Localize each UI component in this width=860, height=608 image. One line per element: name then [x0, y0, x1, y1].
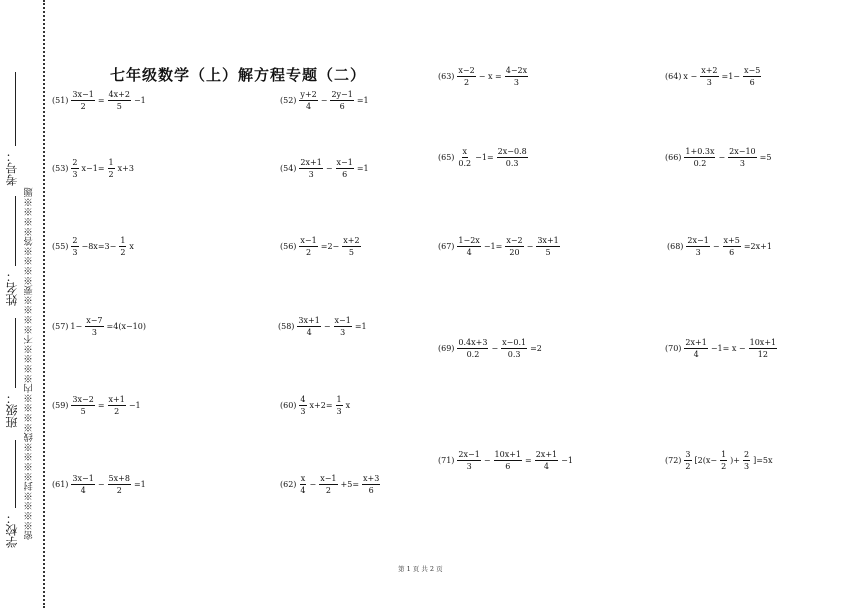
numerator: 3x−1 — [72, 90, 94, 99]
numerator: 10x+1 — [749, 338, 777, 347]
equation-term: −1 — [133, 96, 146, 105]
numerator: x+5 — [723, 236, 740, 245]
fraction — [71, 473, 94, 496]
name-blank — [15, 196, 16, 266]
equation-term: ]=5x — [753, 456, 773, 465]
denominator: 2 — [120, 248, 126, 257]
equation-term: −1 — [128, 401, 141, 410]
denominator: 3 — [743, 462, 750, 471]
problem-55 — [52, 235, 135, 258]
fraction — [457, 65, 475, 88]
problem-65 — [438, 146, 530, 169]
denominator: 5 — [545, 248, 551, 257]
denominator: 20 — [509, 248, 520, 257]
fraction — [743, 449, 750, 472]
equation-term: =2x+1 — [743, 242, 772, 251]
fraction — [700, 65, 718, 88]
problem-number: (56) — [280, 242, 297, 251]
numerator: 2 — [72, 236, 78, 245]
problem-number: (53) — [52, 164, 69, 173]
problem-number: (62) — [280, 480, 297, 489]
binding-margin — [0, 0, 46, 608]
equation-term: −1 — [561, 456, 573, 465]
problem-57 — [52, 315, 147, 338]
denominator: 3 — [91, 328, 97, 337]
denominator: 5 — [80, 407, 86, 416]
fraction — [330, 89, 353, 112]
fraction — [299, 89, 317, 112]
fraction — [494, 449, 522, 472]
fraction — [71, 89, 94, 112]
school-blank — [15, 440, 16, 508]
denominator: 0.2 — [466, 350, 480, 359]
equation-term: − — [320, 96, 328, 105]
denominator: 4 — [80, 486, 86, 495]
seal-line-text: 密※※※※封※※※※线※※※※内※※※※不※※※※要※※※※答※※※※题 — [24, 187, 35, 540]
fraction — [728, 146, 756, 169]
denominator: 12 — [757, 350, 768, 359]
fraction — [342, 235, 360, 258]
numerator: 3x+1 — [537, 236, 559, 245]
numerator: 2x+1 — [685, 338, 707, 347]
numerator: y+2 — [300, 90, 317, 99]
denominator: 0.2 — [693, 159, 707, 168]
denominator: 5 — [348, 248, 354, 257]
fraction — [299, 157, 322, 180]
equation-term: − — [483, 456, 491, 465]
numerator: x−2 — [458, 66, 475, 75]
problem-number: (63) — [438, 72, 455, 81]
equation-term: x — [345, 401, 351, 410]
fraction — [108, 394, 126, 417]
problem-number: (69) — [438, 344, 455, 353]
fraction — [71, 157, 78, 180]
fraction — [319, 473, 337, 496]
exam-no-blank — [15, 72, 16, 146]
equation-term: =1 — [133, 480, 146, 489]
problem-63 — [438, 65, 530, 88]
numerator: 2x+1 — [535, 450, 558, 459]
numerator: x+3 — [363, 474, 380, 483]
numerator: 2 — [743, 450, 750, 459]
equation-term: − — [491, 344, 499, 353]
fraction — [684, 146, 715, 169]
denominator: 2 — [306, 248, 312, 257]
denominator: 4 — [543, 462, 549, 471]
denominator: 3 — [300, 407, 306, 416]
problem-number: (68) — [667, 242, 684, 251]
problem-number: (61) — [52, 480, 69, 489]
denominator: 6 — [368, 486, 374, 495]
fraction — [108, 473, 131, 496]
fraction — [119, 235, 126, 258]
numerator: x−0.1 — [502, 338, 527, 347]
problem-71 — [438, 449, 574, 472]
denominator: 4 — [300, 486, 306, 495]
denominator: 3 — [706, 78, 712, 87]
name-field-label: 姓名： — [5, 270, 19, 306]
fraction — [684, 337, 707, 360]
problem-56 — [280, 235, 363, 258]
denominator: 3 — [340, 328, 346, 337]
fraction — [108, 157, 115, 180]
equation-term: − x = — [478, 72, 502, 81]
denominator: 6 — [749, 78, 755, 87]
numerator: 10x+1 — [494, 450, 522, 459]
problem-number: (59) — [52, 401, 69, 410]
problem-58 — [278, 315, 368, 338]
equation-term: =2 — [530, 344, 542, 353]
denominator: 3 — [308, 170, 314, 179]
denominator: 2 — [464, 78, 470, 87]
problem-68 — [667, 235, 773, 258]
numerator: x−1 — [334, 316, 351, 325]
numerator: 4 — [300, 395, 306, 404]
denominator: 0.2 — [458, 159, 472, 168]
problem-69 — [438, 337, 543, 360]
problem-number: (55) — [52, 242, 69, 251]
fraction — [336, 157, 354, 180]
denominator: 6 — [342, 170, 348, 179]
fraction — [108, 89, 131, 112]
equation-term: − — [97, 480, 105, 489]
fraction — [457, 235, 480, 258]
problem-72 — [665, 449, 774, 472]
fraction — [362, 473, 380, 496]
fraction — [457, 146, 472, 169]
problem-54 — [280, 157, 370, 180]
denominator: 3 — [336, 407, 342, 416]
fraction — [457, 449, 480, 472]
numerator: 1+0.3x — [685, 147, 715, 156]
numerator: 2x+1 — [300, 158, 322, 167]
numerator: 0.4x+3 — [458, 338, 488, 347]
fraction — [749, 337, 777, 360]
denominator: 2 — [114, 407, 120, 416]
equation-term: [2(x− — [694, 456, 718, 465]
equation-term: − — [325, 164, 333, 173]
equation-term: x − — [683, 72, 698, 81]
problem-number: (58) — [278, 322, 295, 331]
numerator: x — [462, 147, 468, 156]
numerator: x+2 — [701, 66, 718, 75]
denominator: 2 — [108, 170, 114, 179]
numerator: 1 — [120, 236, 126, 245]
fraction — [536, 235, 559, 258]
numerator: 1 — [108, 158, 114, 167]
problem-66 — [665, 146, 772, 169]
numerator: x−1 — [300, 236, 317, 245]
problem-53 — [52, 157, 135, 180]
denominator: 2 — [685, 462, 691, 471]
fraction — [457, 337, 488, 360]
fraction — [299, 473, 306, 496]
numerator: 3x−1 — [72, 474, 94, 483]
denominator: 0.3 — [505, 159, 519, 168]
fraction — [743, 65, 761, 88]
equation-term: − — [712, 242, 720, 251]
denominator: 4 — [306, 328, 312, 337]
fraction — [723, 235, 741, 258]
numerator: 2x−1 — [458, 450, 480, 459]
fraction — [71, 235, 78, 258]
denominator: 0.3 — [507, 350, 521, 359]
numerator: x+1 — [108, 395, 125, 404]
problem-59 — [52, 394, 142, 417]
fraction — [501, 337, 527, 360]
fraction — [535, 449, 558, 472]
fraction — [71, 394, 94, 417]
seal-line — [43, 0, 45, 608]
denominator: 6 — [505, 462, 511, 471]
problem-number: (64) — [665, 72, 682, 81]
equation-term: 1− — [70, 322, 83, 331]
numerator: 1−2x — [458, 236, 480, 245]
numerator: x — [300, 474, 306, 483]
problem-62 — [280, 473, 382, 496]
problem-60 — [280, 394, 351, 417]
numerator: 4−2x — [505, 66, 528, 75]
numerator: 3x−2 — [72, 395, 94, 404]
problem-number: (60) — [280, 401, 297, 410]
problem-number: (67) — [438, 242, 455, 251]
equation-term: x+2= — [309, 401, 333, 410]
denominator: 3 — [513, 78, 519, 87]
problem-number: (52) — [280, 96, 297, 105]
equation-term: = — [97, 401, 105, 410]
equation-term: +5= — [340, 480, 360, 489]
denominator: 5 — [116, 102, 122, 111]
equation-term: =2− — [320, 242, 340, 251]
problem-70 — [665, 337, 779, 360]
equation-term: = — [525, 456, 532, 465]
fraction — [720, 449, 727, 472]
equation-term: =5 — [759, 153, 772, 162]
denominator: 2 — [116, 486, 122, 495]
problem-61 — [52, 473, 147, 496]
equation-term: x−1= — [81, 164, 105, 173]
denominator: 3 — [72, 170, 78, 179]
equation-term: − — [526, 242, 534, 251]
denominator: 3 — [72, 248, 78, 257]
numerator: x−1 — [336, 158, 353, 167]
numerator: 4x+2 — [108, 90, 130, 99]
page-footer: 第 1 页 共 2 页 — [398, 565, 443, 573]
denominator: 4 — [306, 102, 312, 111]
equation-term: =1 — [356, 96, 369, 105]
fraction — [505, 65, 528, 88]
fraction — [684, 449, 691, 472]
problem-52 — [280, 89, 370, 112]
fraction — [497, 146, 528, 169]
equation-term: −8x=3− — [81, 242, 117, 251]
numerator: x−2 — [506, 236, 523, 245]
fraction — [297, 315, 320, 338]
denominator: 4 — [693, 350, 699, 359]
denominator: 2 — [721, 462, 727, 471]
class-field-label: 班级： — [5, 392, 19, 428]
equation-term: − — [323, 322, 331, 331]
equation-term: =1 — [356, 164, 369, 173]
equation-term: −1= — [483, 242, 503, 251]
numerator: 2x−10 — [729, 147, 756, 156]
school-field-label: 学校： — [5, 512, 19, 548]
fraction — [505, 235, 523, 258]
fraction — [299, 394, 306, 417]
problem-number: (70) — [665, 344, 682, 353]
problem-number: (54) — [280, 164, 297, 173]
numerator: 3x+1 — [298, 316, 320, 325]
class-blank — [15, 318, 16, 388]
problem-64 — [665, 65, 763, 88]
equation-term: −1= x − — [710, 344, 746, 353]
denominator: 6 — [339, 102, 345, 111]
equation-term: )+ — [730, 456, 740, 465]
problem-51 — [52, 89, 147, 112]
problem-number: (57) — [52, 322, 69, 331]
problem-number: (71) — [438, 456, 455, 465]
problem-number: (65) — [438, 153, 455, 162]
denominator: 6 — [729, 248, 735, 257]
fraction — [299, 235, 317, 258]
fraction — [686, 235, 709, 258]
equation-term: =1− — [721, 72, 740, 81]
equation-term: =4(x−10) — [106, 322, 146, 331]
problem-number: (51) — [52, 96, 69, 105]
exam-no-field-label: 考号： — [5, 150, 19, 186]
equation-term: x — [129, 242, 134, 251]
problem-number: (66) — [665, 153, 682, 162]
numerator: 2x−1 — [687, 236, 709, 245]
numerator: 1 — [336, 395, 342, 404]
numerator: 2 — [72, 158, 78, 167]
numerator: 1 — [721, 450, 727, 459]
denominator: 3 — [466, 462, 472, 471]
equation-term: − — [718, 153, 726, 162]
denominator: 4 — [466, 248, 472, 257]
equation-term: x+3 — [117, 164, 134, 173]
fraction — [85, 315, 103, 338]
numerator: 2y−1 — [331, 90, 353, 99]
denominator: 3 — [695, 248, 701, 257]
numerator: 5x+8 — [108, 474, 130, 483]
numerator: x−7 — [86, 316, 103, 325]
numerator: 2x−0.8 — [497, 147, 527, 156]
equation-term: =1 — [354, 322, 367, 331]
numerator: x−1 — [320, 474, 337, 483]
denominator: 2 — [80, 102, 86, 111]
numerator: 3 — [685, 450, 691, 459]
fraction — [336, 394, 343, 417]
equation-term: −1= — [475, 153, 494, 162]
denominator: 3 — [739, 159, 745, 168]
denominator: 2 — [325, 486, 331, 495]
fraction — [334, 315, 352, 338]
problem-number: (72) — [665, 456, 682, 465]
equation-term: − — [309, 480, 317, 489]
numerator: x−5 — [744, 66, 761, 75]
equation-term: = — [97, 96, 105, 105]
problem-67 — [438, 235, 562, 258]
page-title: 七年级数学（上）解方程专题（二） — [110, 66, 367, 84]
numerator: x+2 — [343, 236, 360, 245]
